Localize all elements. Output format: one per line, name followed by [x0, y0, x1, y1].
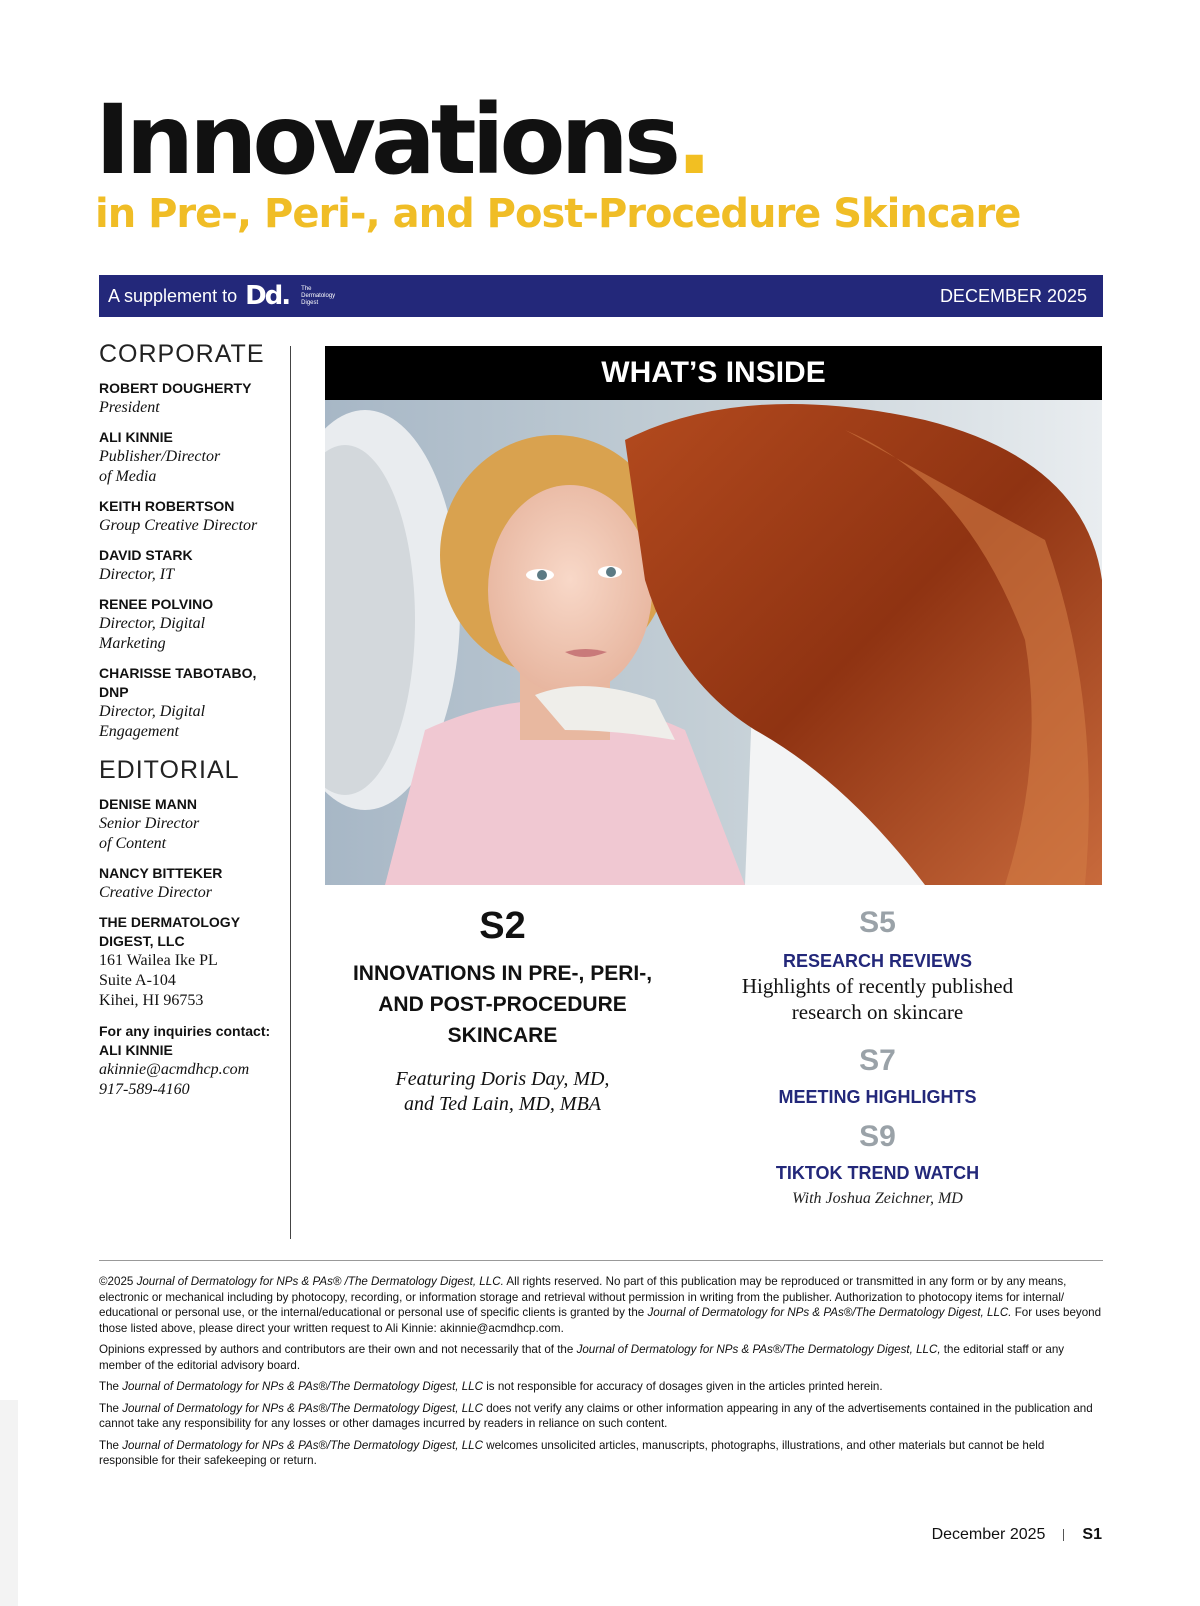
column-divider [290, 346, 291, 1239]
section-title: RESEARCH REVIEWS [782, 951, 973, 971]
company-info: THE DERMATOLOGY DIGEST, LLC 161 Wailea Ike PL Suite A-104 Kihei, HI 96753 [99, 914, 241, 1009]
inquiries-contact: ALI KINNIE akinnie@acmdhcp.com 917-589-4160 [99, 1041, 289, 1100]
masthead-title: Innovations. [95, 84, 708, 196]
staff-entry: KEITH ROBERTSON Group Creative Director [99, 498, 258, 534]
feature-byline: Featuring Doris Day, MD, and Ted Lain, MD, MBA [395, 1068, 610, 1115]
footer-date: December 2025 [931, 1526, 1046, 1543]
footer-separator [1063, 1529, 1064, 1541]
corporate-heading: CORPORATE [99, 340, 265, 368]
cover-photo [325, 400, 1102, 885]
staff-entry: NANCY BITTEKER Creative Director [99, 865, 223, 901]
cover-photo-illustration [325, 400, 1102, 885]
staff-sidebar [99, 340, 289, 1110]
dosage-paragraph: The Journal of Dermatology for NPs & PAs®/The Dermatology Digest, LLC is not responsible for accuracy of dosages given in the articles printed herein. [99, 1380, 883, 1393]
legal-notice [99, 1274, 1105, 1475]
masthead-subtitle: in Pre-, Peri-, and Post-Procedure Skincare [95, 191, 1021, 237]
section-title: TIKTOK TREND WATCH [775, 1163, 980, 1183]
contact-email[interactable]: akinnie@acmdhcp.com [99, 1061, 250, 1078]
masthead-title-dot: . [675, 84, 708, 196]
section-title: MEETING HIGHLIGHTS [778, 1087, 977, 1107]
page-footer [932, 1526, 1102, 1544]
section-entry-tiktok-trend-watch[interactable] [720, 1119, 1035, 1211]
section-entry-meeting-highlights[interactable] [720, 1043, 1035, 1109]
issue-date: DECEMBER 2025 [939, 285, 1087, 306]
section-byline: With Joshua Zeichner, MD [792, 1190, 963, 1207]
section-page-number: S9 [859, 1120, 896, 1153]
staff-entry: DAVID STARK Director, IT [99, 547, 193, 583]
submissions-paragraph: The Journal of Dermatology for NPs & PAs®/The Dermatology Digest, LLC welcomes unsolicited articles, manuscripts, photographs, illustrations, and other materials but cannot be held responsible for their safekeeping or return. [99, 1438, 1045, 1467]
editorial-heading: EDITORIAL [99, 756, 240, 784]
page-edge-shade [0, 1400, 18, 1606]
staff-entry: ROBERT DOUGHERTY President [99, 380, 252, 416]
feature-article[interactable] [340, 905, 665, 1117]
opinions-paragraph: Opinions expressed by authors and contributors are their own and not necessarily that of the Journal of Dermatology for NPs & PAs®/The Dermatology Digest, LLC, the editorial staff or any member of the editorial advisory board. [99, 1343, 1065, 1372]
contact-phone: 917-589-4160 [99, 1081, 190, 1098]
section-list [720, 905, 1035, 1211]
inquiries-label: For any inquiries contact: [99, 1023, 271, 1039]
supplement-banner [99, 275, 1103, 317]
advertising-paragraph: The Journal of Dermatology for NPs & PAs®/The Dermatology Digest, LLC does not verify any claims or other information appearing in any of the advertisements contained in the publication and cannot take any responsibility for any losses or other damages incurred by readers in reliance on such content. [99, 1401, 1093, 1430]
staff-entry: CHARISSE TABOTABO, DNP Director, Digital Engagement [99, 665, 257, 740]
section-page-number: S7 [859, 1044, 896, 1077]
section-page-number: S5 [859, 906, 896, 939]
footer-page-number: S1 [1082, 1526, 1102, 1543]
dermatology-digest-logo-text: The Dermatology Digest [301, 285, 336, 306]
section-description: Highlights of recently published research on skincare [741, 974, 1014, 1024]
supplement-text: A supplement to [108, 285, 238, 306]
dermatology-digest-logo: Dd. [245, 281, 290, 311]
feature-page-number: S2 [479, 905, 526, 947]
legal-divider [99, 1260, 1103, 1261]
staff-entry: ALI KINNIE Publisher/Director of Media [99, 429, 221, 485]
staff-entry: DENISE MANN Senior Director of Content [99, 796, 200, 852]
staff-entry: RENEE POLVINO Director, Digital Marketing [99, 596, 214, 652]
whats-inside-heading: WHAT’S INSIDE [325, 346, 1102, 400]
section-entry-research-reviews[interactable] [720, 905, 1035, 1025]
copyright-paragraph: ©2025 Journal of Dermatology for NPs & PAs® /The Dermatology Digest, LLC. All rights reserved. No part of this publication may be reproduced or transmitted in any form or by any means, electronic or mechanical including by photocopy, recording, or information storage and retrieval without permission in writing from the publisher. Authorization to photocopy items for internal/ educational or personal use, or the internal/educational or personal use of specific clients is granted by the Journal of Dermatology for NPs & PAs®/The Dermatology Digest, LLC. For uses beyond those listed above, please direct your written request to Ali Kinnie: akinnie@acmdhcp.com. [99, 1275, 1102, 1335]
feature-title: INNOVATIONS IN PRE-, PERI-, AND POST-PROCEDURE SKINCARE [352, 962, 653, 1047]
